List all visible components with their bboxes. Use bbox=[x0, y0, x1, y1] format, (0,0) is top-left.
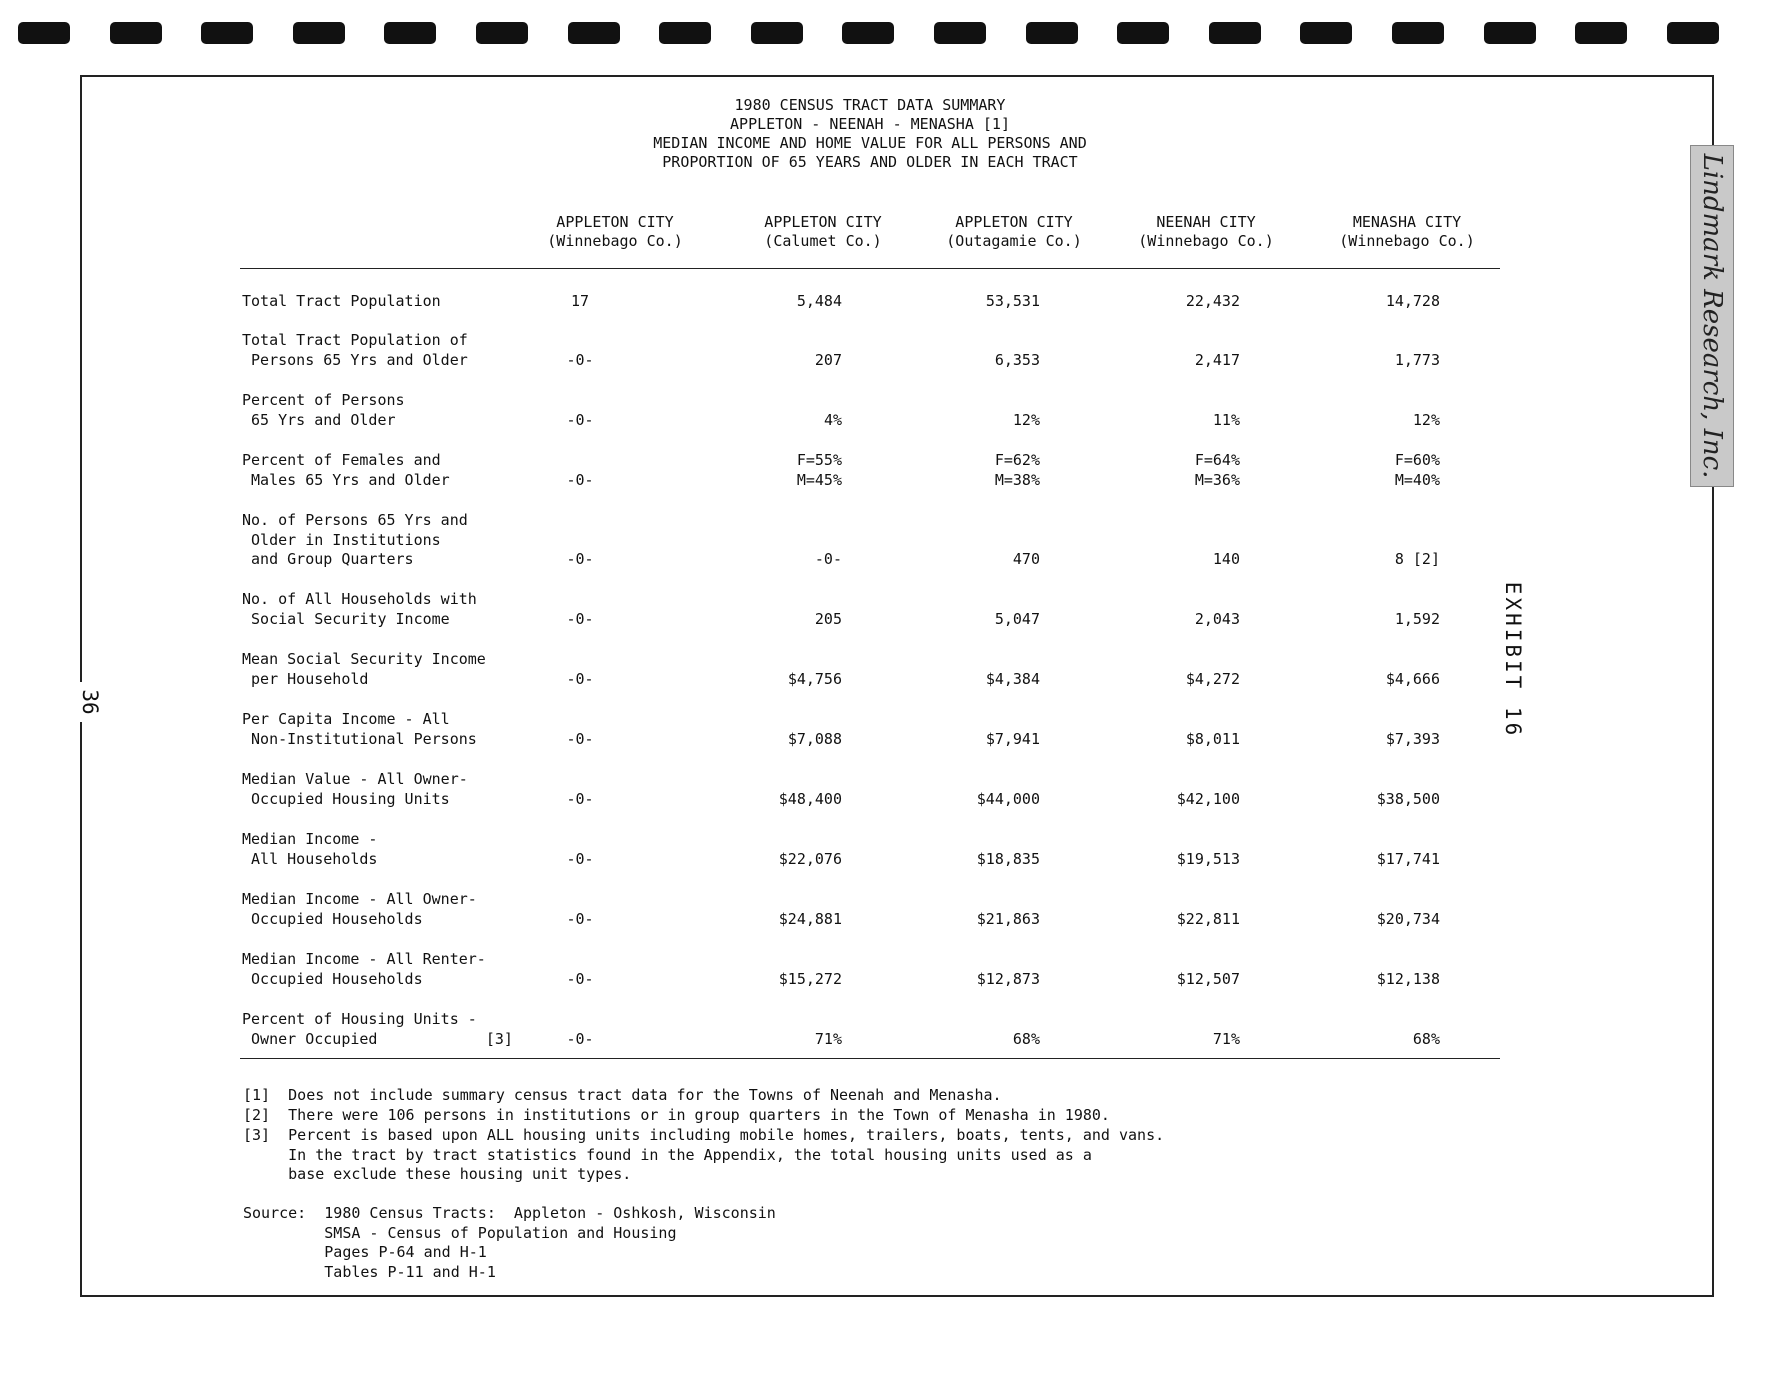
binder-hole bbox=[751, 22, 803, 44]
table-cell: 4% bbox=[823, 410, 842, 429]
binder-hole bbox=[934, 22, 986, 44]
table-cell: F=62% M=38% bbox=[994, 451, 1040, 489]
table-cell: 205 bbox=[814, 609, 842, 628]
row-label: Percent of Persons 65 Yrs and Older bbox=[242, 391, 405, 429]
table-cell: 53,531 bbox=[985, 292, 1040, 310]
binder-hole bbox=[1117, 22, 1169, 44]
table-cell: $7,941 bbox=[985, 729, 1040, 748]
column-header-county: (Calumet Co.) bbox=[764, 232, 882, 250]
column-header-city: APPLETON CITY bbox=[764, 213, 882, 231]
row-label: Per Capita Income - All Non-Institutional Persons bbox=[242, 710, 477, 748]
binder-hole bbox=[201, 22, 253, 44]
table-cell: $4,384 bbox=[985, 669, 1040, 688]
table-cell: 11% bbox=[1212, 410, 1240, 429]
binder-hole bbox=[1209, 22, 1261, 44]
source-note: Source: 1980 Census Tracts: Appleton - Oshkosh, Wisconsin SMSA - Census of Population and Housing Pages P-64 and H-1 Tables P-11 and H-1 bbox=[243, 1204, 776, 1281]
table-cell: 5,484 bbox=[796, 292, 842, 310]
column-header bbox=[723, 213, 923, 251]
table-cell: $18,835 bbox=[976, 849, 1040, 868]
table-cell: -0- bbox=[566, 350, 594, 369]
table-cell: -0- bbox=[566, 789, 594, 808]
binder-hole bbox=[1484, 22, 1536, 44]
table-cell: -0- bbox=[566, 969, 594, 988]
page-number: 36 bbox=[78, 682, 102, 722]
column-header bbox=[515, 213, 715, 251]
column-header bbox=[1307, 213, 1507, 251]
table-cell: F=55% M=45% bbox=[796, 451, 842, 489]
table-cell: $7,088 bbox=[787, 729, 842, 748]
binder-hole bbox=[476, 22, 528, 44]
table-cell: -0- bbox=[566, 550, 594, 568]
footnote: [2] There were 106 persons in institutions or in group quarters in the Town of Menasha in 1980. bbox=[243, 1106, 1110, 1124]
table-cell: -0- bbox=[814, 550, 842, 568]
table-cell: 68% bbox=[1412, 1029, 1440, 1048]
column-header-city: APPLETON CITY bbox=[556, 213, 674, 231]
table-cell: -0- bbox=[566, 729, 594, 748]
table-cell: $4,756 bbox=[787, 669, 842, 688]
row-label: Median Income - All Renter- Occupied Households bbox=[242, 950, 486, 988]
table-cell: $44,000 bbox=[976, 789, 1040, 808]
table-cell: -0- bbox=[566, 470, 594, 489]
table-cell: 14,728 bbox=[1385, 292, 1440, 310]
document-title bbox=[540, 96, 1200, 172]
table-cell: -0- bbox=[566, 669, 594, 688]
table-cell: $48,400 bbox=[778, 789, 842, 808]
table-cell: $21,863 bbox=[976, 909, 1040, 928]
table-cell: $17,741 bbox=[1376, 849, 1440, 868]
column-header-city: MENASHA CITY bbox=[1352, 213, 1462, 231]
table-cell: $8,011 bbox=[1185, 729, 1240, 748]
row-label: No. of Persons 65 Yrs and Older in Institutions and Group Quarters bbox=[242, 511, 468, 568]
table-cell: $12,873 bbox=[976, 969, 1040, 988]
table-cell: 22,432 bbox=[1185, 292, 1240, 310]
row-label: Total Tract Population bbox=[242, 292, 441, 310]
table-cell: 2,417 bbox=[1194, 350, 1240, 369]
column-header-county: (Winnebago Co.) bbox=[1138, 232, 1274, 250]
table-cell: -0- bbox=[566, 410, 594, 429]
footer-rule bbox=[240, 1058, 1500, 1059]
table-cell: F=60% M=40% bbox=[1394, 451, 1440, 489]
row-label: Percent of Housing Units - Owner Occupied [3] bbox=[242, 1010, 513, 1048]
table-cell: $20,734 bbox=[1376, 909, 1440, 928]
table-cell: $19,513 bbox=[1176, 849, 1240, 868]
binder-hole bbox=[842, 22, 894, 44]
table-cell: 1,773 bbox=[1394, 350, 1440, 369]
table-cell: $4,666 bbox=[1385, 669, 1440, 688]
footnote: [1] Does not include summary census tract data for the Towns of Neenah and Menasha. bbox=[243, 1086, 1002, 1104]
exhibit-label: EXHIBIT 16 bbox=[1501, 581, 1525, 739]
binder-hole bbox=[1300, 22, 1352, 44]
table-cell: $38,500 bbox=[1376, 789, 1440, 808]
row-label: Mean Social Security Income per Household bbox=[242, 650, 486, 688]
row-label: Median Income - All Owner- Occupied Households bbox=[242, 890, 477, 928]
binder-hole bbox=[293, 22, 345, 44]
table-cell: $12,138 bbox=[1376, 969, 1440, 988]
table-cell: -0- bbox=[566, 609, 594, 628]
row-label: Percent of Females and Males 65 Yrs and Older bbox=[242, 451, 450, 489]
table-cell: 8 [2] bbox=[1394, 550, 1440, 568]
title-line: MEDIAN INCOME AND HOME VALUE FOR ALL PERSONS AND bbox=[653, 134, 1087, 152]
table-cell: -0- bbox=[566, 1029, 594, 1048]
table-cell: 17 bbox=[570, 292, 590, 310]
title-line: APPLETON - NEENAH - MENASHA [1] bbox=[730, 115, 1010, 133]
binder-hole bbox=[659, 22, 711, 44]
binder-hole bbox=[18, 22, 70, 44]
column-header-county: (Winnebago Co.) bbox=[547, 232, 683, 250]
table-cell: 71% bbox=[814, 1029, 842, 1048]
table-cell: F=64% M=36% bbox=[1194, 451, 1240, 489]
row-label: Median Value - All Owner- Occupied Housing Units bbox=[242, 770, 468, 808]
table-cell: $22,076 bbox=[778, 849, 842, 868]
column-header-county: (Outagamie Co.) bbox=[946, 232, 1082, 250]
table-cell: -0- bbox=[566, 849, 594, 868]
title-line: 1980 CENSUS TRACT DATA SUMMARY bbox=[734, 96, 1006, 114]
column-header-city: APPLETON CITY bbox=[955, 213, 1073, 231]
binder-hole bbox=[1026, 22, 1078, 44]
table-cell: 2,043 bbox=[1194, 609, 1240, 628]
binder-hole bbox=[110, 22, 162, 44]
table-cell: 6,353 bbox=[994, 350, 1040, 369]
table-cell: 5,047 bbox=[994, 609, 1040, 628]
binder-holes bbox=[18, 22, 1769, 44]
binder-hole bbox=[568, 22, 620, 44]
row-label: No. of All Households with Social Security Income bbox=[242, 590, 477, 628]
table-cell: $24,881 bbox=[778, 909, 842, 928]
table-cell: 1,592 bbox=[1394, 609, 1440, 628]
logo-text: Lindmark Research, Inc. bbox=[1697, 153, 1727, 479]
column-header bbox=[1106, 213, 1306, 251]
table-cell: -0- bbox=[566, 909, 594, 928]
table-cell: 140 bbox=[1212, 550, 1240, 568]
column-header-city: NEENAH CITY bbox=[1156, 213, 1256, 231]
table-cell: 12% bbox=[1412, 410, 1440, 429]
table-cell: 68% bbox=[1012, 1029, 1040, 1048]
table-cell: $42,100 bbox=[1176, 789, 1240, 808]
table-cell: $12,507 bbox=[1176, 969, 1240, 988]
table-cell: $4,272 bbox=[1185, 669, 1240, 688]
binder-hole bbox=[1667, 22, 1719, 44]
company-logo bbox=[1690, 145, 1734, 487]
binder-hole bbox=[384, 22, 436, 44]
footnote: [3] Percent is based upon ALL housing units including mobile homes, trailers, boats, tents, and vans. In the tract by tract statistics found in the Appendix, the total housing units used as a base exclude these housing unit types. bbox=[243, 1126, 1165, 1183]
row-label: Median Income - All Households bbox=[242, 830, 378, 868]
table-cell: $22,811 bbox=[1176, 909, 1240, 928]
header-rule bbox=[240, 268, 1500, 269]
column-header-county: (Winnebago Co.) bbox=[1339, 232, 1475, 250]
table-cell: 71% bbox=[1212, 1029, 1240, 1048]
table-cell: $15,272 bbox=[778, 969, 842, 988]
title-line: PROPORTION OF 65 YEARS AND OLDER IN EACH TRACT bbox=[662, 153, 1078, 171]
row-label: Total Tract Population of Persons 65 Yrs and Older bbox=[242, 331, 468, 369]
binder-hole bbox=[1575, 22, 1627, 44]
column-header bbox=[914, 213, 1114, 251]
table-cell: 207 bbox=[814, 350, 842, 369]
table-cell: 12% bbox=[1012, 410, 1040, 429]
binder-hole bbox=[1392, 22, 1444, 44]
table-cell: 470 bbox=[1012, 550, 1040, 568]
table-cell: $7,393 bbox=[1385, 729, 1440, 748]
